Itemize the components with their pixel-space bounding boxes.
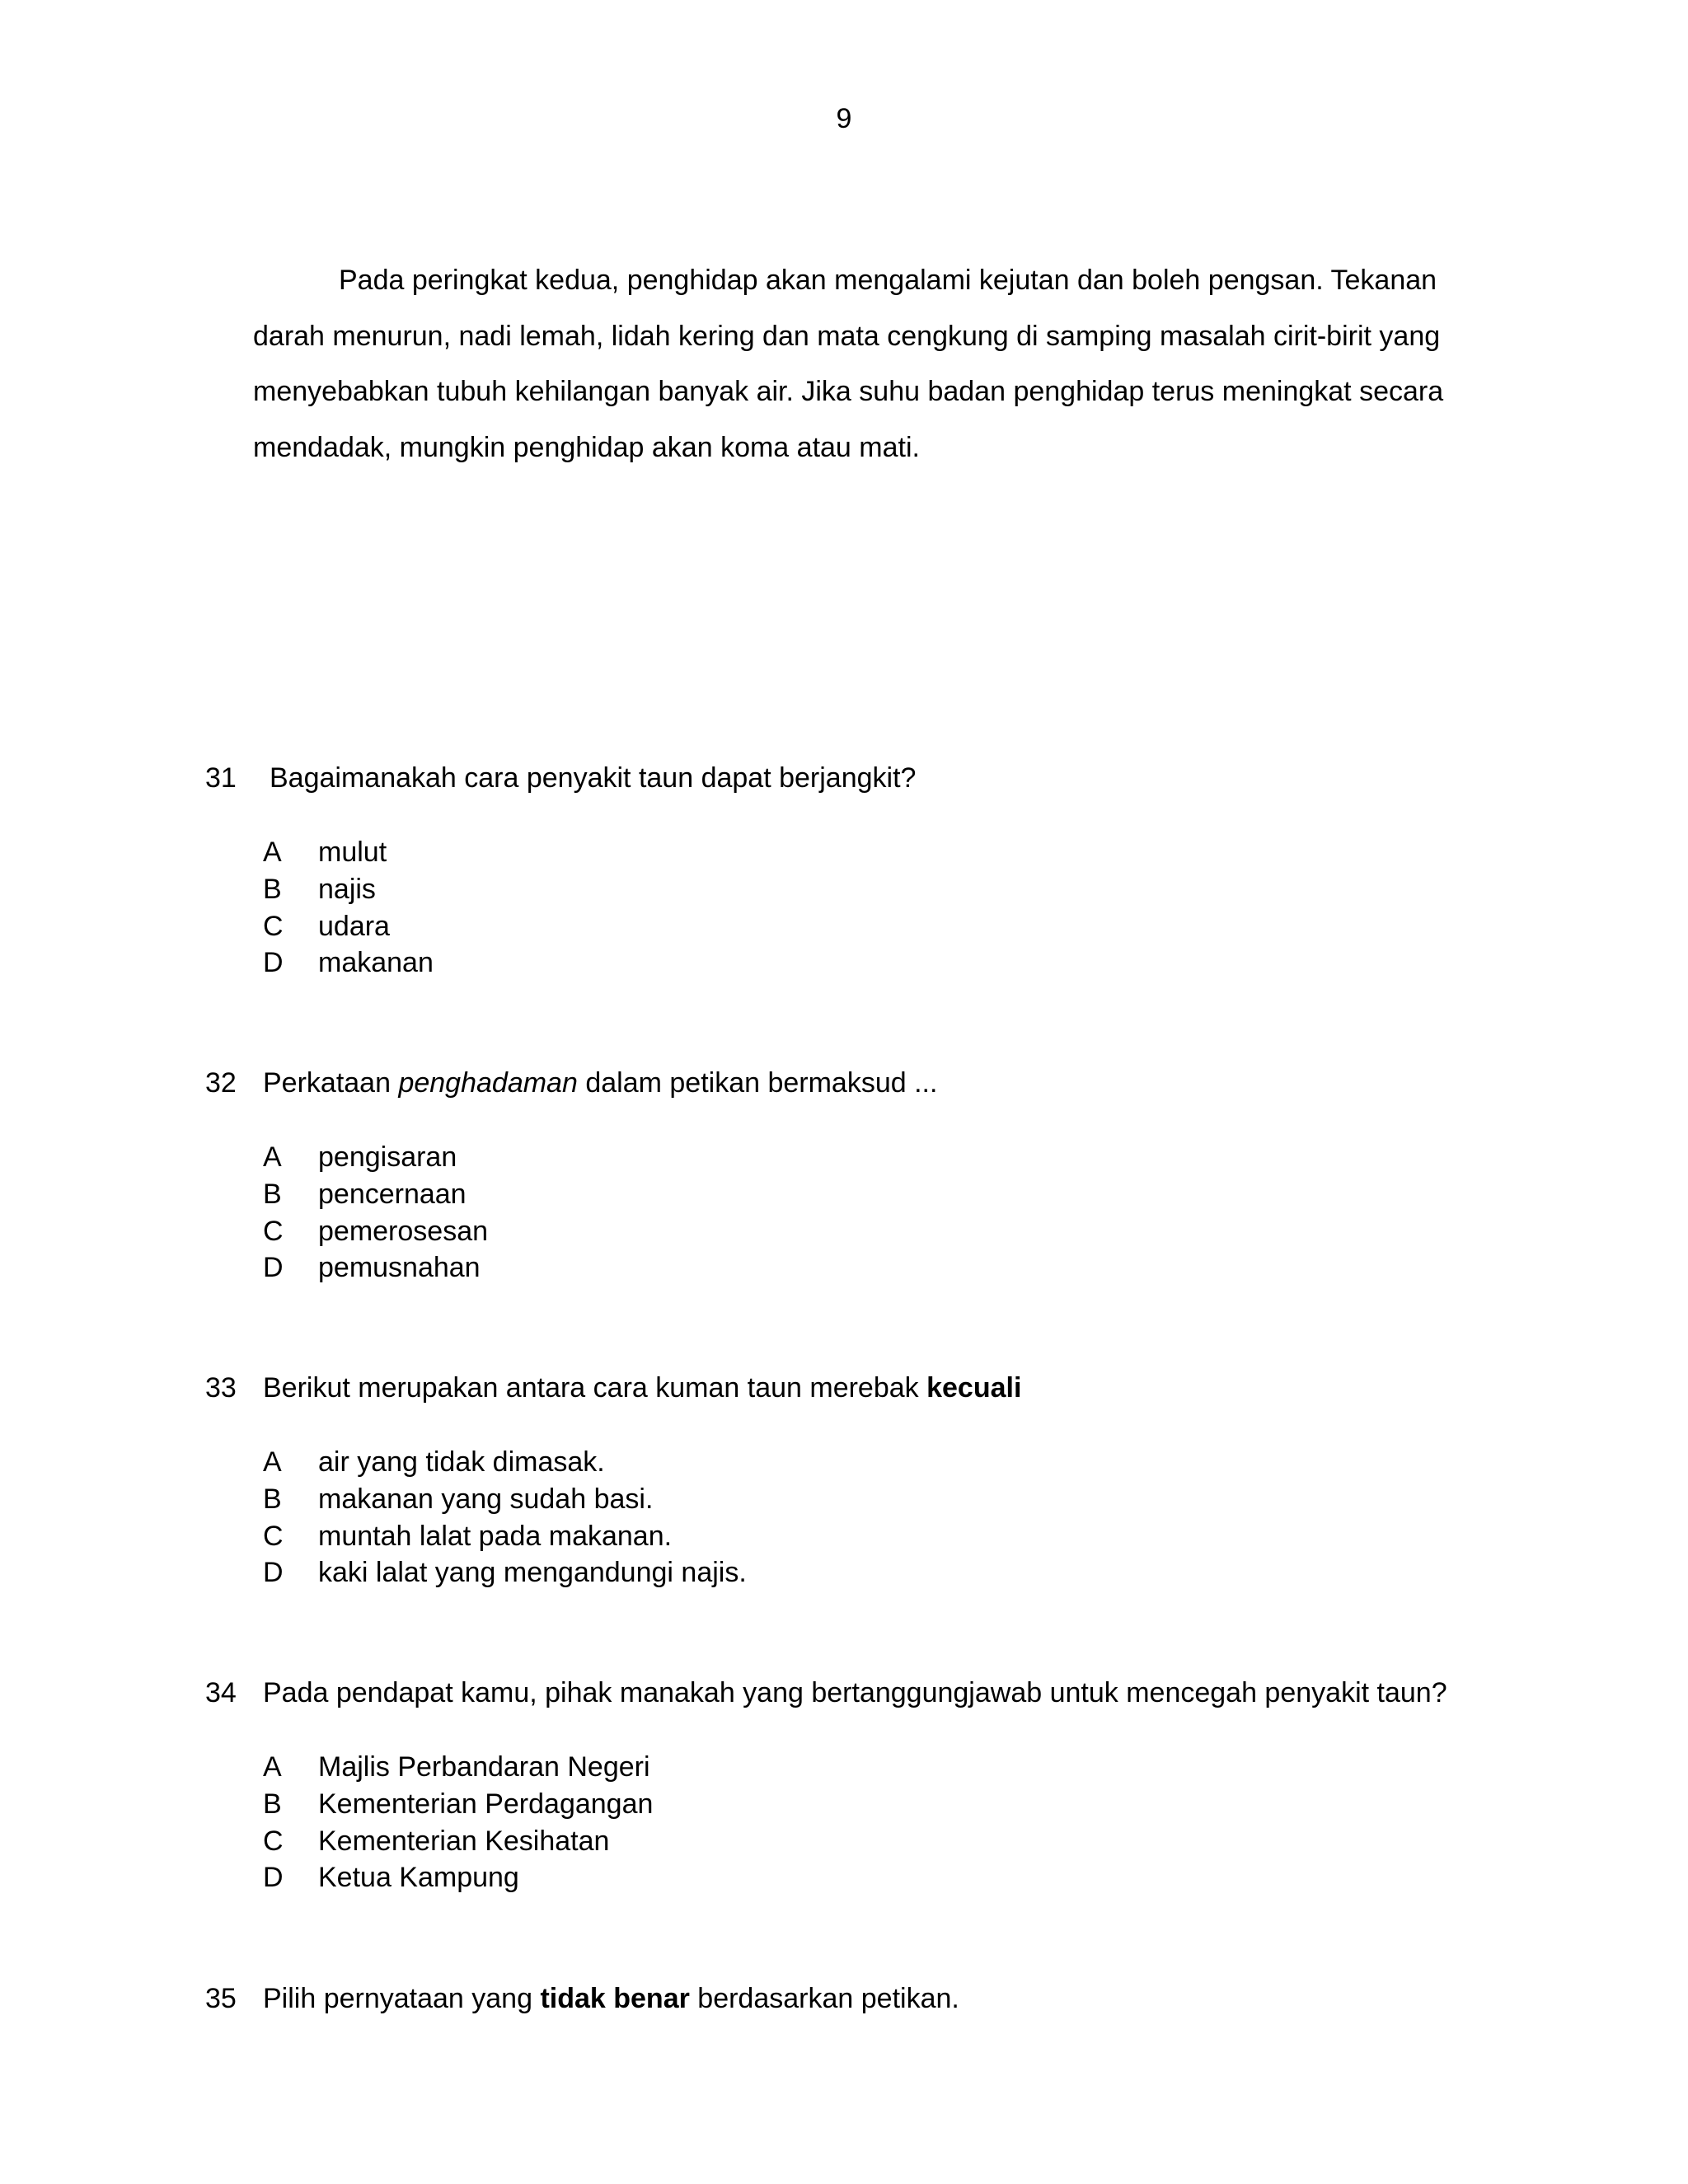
passage-line: mendadak, mungkin penghidap akan koma atau mati. bbox=[253, 431, 920, 463]
passage-line: darah menurun, nadi lemah, lidah kering dan mata cengkung di samping masalah cirit-birit yang bbox=[253, 320, 1441, 352]
question-number: 33 bbox=[205, 1372, 237, 1404]
question-text: Bagaimanakah cara penyakit taun dapat berjangkit? bbox=[270, 762, 917, 794]
option-d[interactable] bbox=[205, 944, 1491, 982]
question-stem bbox=[205, 1370, 1491, 1406]
option-letter: D bbox=[263, 947, 284, 979]
option-text: pencernaan bbox=[318, 1178, 467, 1210]
option-letter: A bbox=[263, 1141, 282, 1173]
option-letter: A bbox=[263, 1751, 282, 1783]
passage-line: Pada peringkat kedua, penghidap akan mengalami kejutan dan boleh pengsan. Tekanan bbox=[339, 265, 1437, 296]
question-stem bbox=[205, 1065, 1491, 1101]
option-a[interactable] bbox=[205, 834, 1491, 871]
question-35 bbox=[205, 1980, 1491, 2017]
question-text: dalam petikan bermaksud ... bbox=[577, 1067, 938, 1099]
question-text: Pada pendapat kamu, pihak manakah yang bertanggungjawab untuk mencegah penyakit taun? bbox=[263, 1677, 1447, 1708]
question-number: 32 bbox=[205, 1067, 237, 1099]
question-stem bbox=[205, 760, 1491, 796]
option-letter: B bbox=[263, 873, 282, 905]
question-text: Pilih pernyataan yang bbox=[263, 1983, 541, 2014]
question-number: 35 bbox=[205, 1983, 237, 2014]
option-d[interactable] bbox=[205, 1249, 1491, 1286]
option-b[interactable] bbox=[205, 1786, 1491, 1823]
option-letter: C bbox=[263, 1215, 284, 1247]
option-text: Kementerian Kesihatan bbox=[318, 1825, 610, 1857]
option-b[interactable] bbox=[205, 1481, 1491, 1518]
question-text: berdasarkan petikan. bbox=[689, 1983, 959, 2014]
question-31 bbox=[205, 760, 1491, 982]
option-text: pemusnahan bbox=[318, 1252, 481, 1284]
option-text: pengisaran bbox=[318, 1141, 457, 1173]
option-d[interactable] bbox=[205, 1859, 1491, 1896]
question-number: 34 bbox=[205, 1677, 237, 1708]
option-list bbox=[205, 1139, 1491, 1286]
option-letter: D bbox=[263, 1557, 284, 1589]
option-text: najis bbox=[318, 873, 376, 905]
option-letter: A bbox=[263, 837, 282, 868]
question-text: Perkataan bbox=[263, 1067, 399, 1099]
option-b[interactable] bbox=[205, 1176, 1491, 1213]
option-text: makanan bbox=[318, 947, 434, 979]
option-d[interactable] bbox=[205, 1554, 1491, 1591]
question-stem bbox=[205, 1980, 1491, 2017]
page-number: 9 bbox=[836, 103, 852, 134]
option-letter: D bbox=[263, 1252, 284, 1284]
option-text: Majlis Perbandaran Negeri bbox=[318, 1751, 650, 1783]
question-32 bbox=[205, 1065, 1491, 1286]
option-letter: C bbox=[263, 910, 284, 942]
question-text: Berikut merupakan antara cara kuman taun merebak bbox=[263, 1372, 927, 1404]
option-list bbox=[205, 834, 1491, 982]
option-c[interactable] bbox=[205, 908, 1491, 945]
option-text: pemerosesan bbox=[318, 1215, 489, 1247]
option-text: air yang tidak dimasak. bbox=[318, 1446, 605, 1478]
question-number: 31 bbox=[205, 762, 237, 794]
option-c[interactable] bbox=[205, 1823, 1491, 1860]
question-34 bbox=[205, 1675, 1491, 1896]
option-letter: B bbox=[263, 1178, 282, 1210]
option-letter: B bbox=[263, 1483, 282, 1515]
option-letter: D bbox=[263, 1862, 284, 1894]
option-c[interactable] bbox=[205, 1213, 1491, 1250]
option-letter: A bbox=[263, 1446, 282, 1478]
option-text: Kementerian Perdagangan bbox=[318, 1788, 654, 1820]
option-text: mulut bbox=[318, 837, 387, 868]
option-list bbox=[205, 1444, 1491, 1591]
option-a[interactable] bbox=[205, 1139, 1491, 1176]
option-text: kaki lalat yang mengandungi najis. bbox=[318, 1557, 747, 1589]
option-list bbox=[205, 1749, 1491, 1896]
option-b[interactable] bbox=[205, 871, 1491, 908]
option-a[interactable] bbox=[205, 1444, 1491, 1481]
question-33 bbox=[205, 1370, 1491, 1591]
option-text: udara bbox=[318, 910, 390, 942]
option-letter: C bbox=[263, 1825, 284, 1857]
option-a[interactable] bbox=[205, 1749, 1491, 1786]
question-stem bbox=[205, 1675, 1491, 1711]
option-letter: B bbox=[263, 1788, 282, 1820]
option-text: muntah lalat pada makanan. bbox=[318, 1520, 673, 1552]
option-letter: C bbox=[263, 1520, 284, 1552]
option-c[interactable] bbox=[205, 1518, 1491, 1555]
option-text: makanan yang sudah basi. bbox=[318, 1483, 654, 1515]
passage-line: menyebabkan tubuh kehilangan banyak air. Jika suhu badan penghidap terus meningkat secara bbox=[253, 376, 1444, 407]
passage-paragraph bbox=[253, 253, 1444, 476]
option-text: Ketua Kampung bbox=[318, 1862, 519, 1894]
question-text-bold: tidak benar bbox=[540, 1983, 690, 2014]
question-text-italic: penghadaman bbox=[398, 1067, 578, 1099]
question-text-bold: kecuali bbox=[926, 1372, 1022, 1404]
